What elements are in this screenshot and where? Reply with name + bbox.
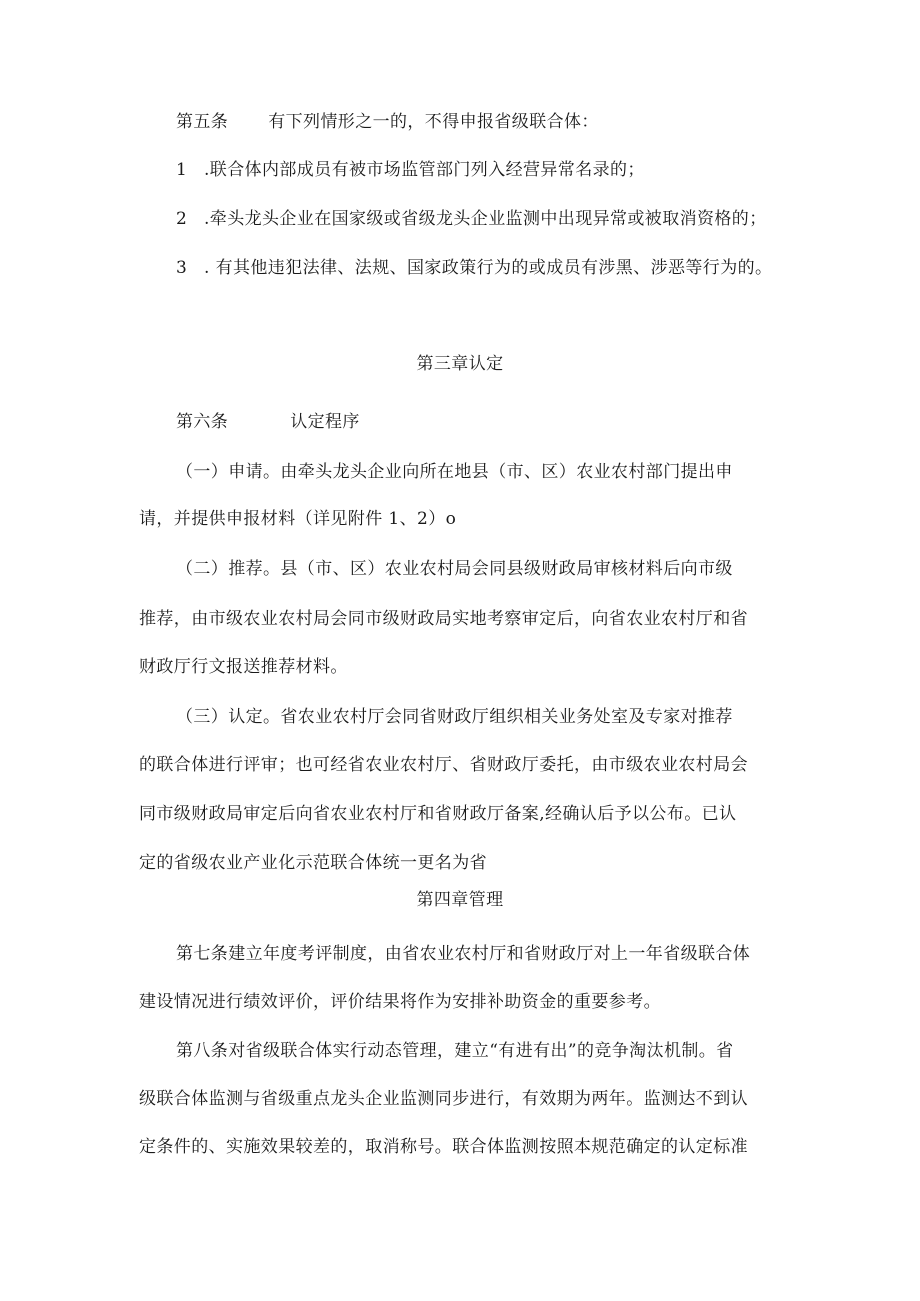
chapter3-p2-line1: （二）推荐。县（市、区）农业农村局会同县级财政局审核材料后向市级 (176, 559, 733, 579)
article6-label: 第六条 (176, 412, 229, 432)
chapter3-p1-line2: 请，并提供申报材料（详见附件 1、2）o (139, 509, 457, 529)
chapter3-p2-line3: 财政厅行文报送推荐材料。 (139, 657, 348, 677)
item-number: 2 (176, 209, 188, 229)
article6-heading (176, 414, 360, 431)
item-number: 1 (176, 160, 188, 180)
chapter4-p1-line1: 第七条建立年度考评制度，由省农业农村厅和省财政厅对上一年省级联合体 (176, 944, 751, 964)
chapter4-p2-line1: 第八条对省级联合体实行动态管理，建立“有进有出”的竞争淘汰机制。省 (176, 1041, 734, 1061)
article5-item-2 (176, 211, 767, 228)
article6-title: 认定程序 (290, 412, 360, 432)
chapter4-p2-line2: 级联合体监测与省级重点龙头企业监测同步进行，有效期为两年。监测达不到认 (139, 1089, 748, 1109)
article5-title: 有下列情形之一的，不得申报省级联合体： (268, 112, 599, 132)
item-number: 3 (176, 258, 188, 278)
chapter3-p3-line4: 定的省级农业产业化示范联合体统一更名为省 (139, 853, 487, 873)
article5-label: 第五条 (176, 112, 229, 132)
chapter3-heading: 第三章认定 (416, 354, 504, 374)
chapter3-p3-line1: （三）认定。省农业农村厅会同省财政厅组织相关业务处室及专家对推荐 (176, 707, 733, 727)
chapter3-p2-line2: 推荐，由市级农业农村局会同市级财政局实地考察审定后，向省农业农村厅和省 (139, 609, 748, 629)
article5-item-1 (176, 162, 645, 179)
item-text: .牵头龙头企业在国家级或省级龙头企业监测中出现异常或被取消资格的； (204, 209, 767, 229)
chapter4-p2-line3: 定条件的、实施效果较差的，取消称号。联合体监测按照本规范确定的认定标准 (139, 1137, 748, 1157)
chapter3-p3-line3: 同市级财政局审定后向省农业农村厅和省财政厅备案,经确认后予以公布。已认 (139, 804, 737, 824)
article5-item-3 (176, 260, 772, 277)
chapter4-p1-line2: 建设情况进行绩效评价，评价结果将作为安排补助资金的重要参考。 (139, 992, 661, 1012)
chapter3-p1-line1: （一）申请。由牵头龙头企业向所在地县（市、区）农业农村部门提出申 (176, 462, 733, 482)
chapter4-heading: 第四章管理 (416, 890, 504, 910)
chapter3-p3-line2: 的联合体进行评审；也可经省农业农村厅、省财政厅委托，由市级农业农村局会 (139, 755, 748, 775)
item-text: . 有其他违犯法律、法规、国家政策行为的或成员有涉黑、涉恶等行为的。 (204, 258, 773, 278)
item-text: .联合体内部成员有被市场监管部门列入经营异常名录的； (204, 160, 645, 180)
article5-heading (176, 114, 599, 131)
